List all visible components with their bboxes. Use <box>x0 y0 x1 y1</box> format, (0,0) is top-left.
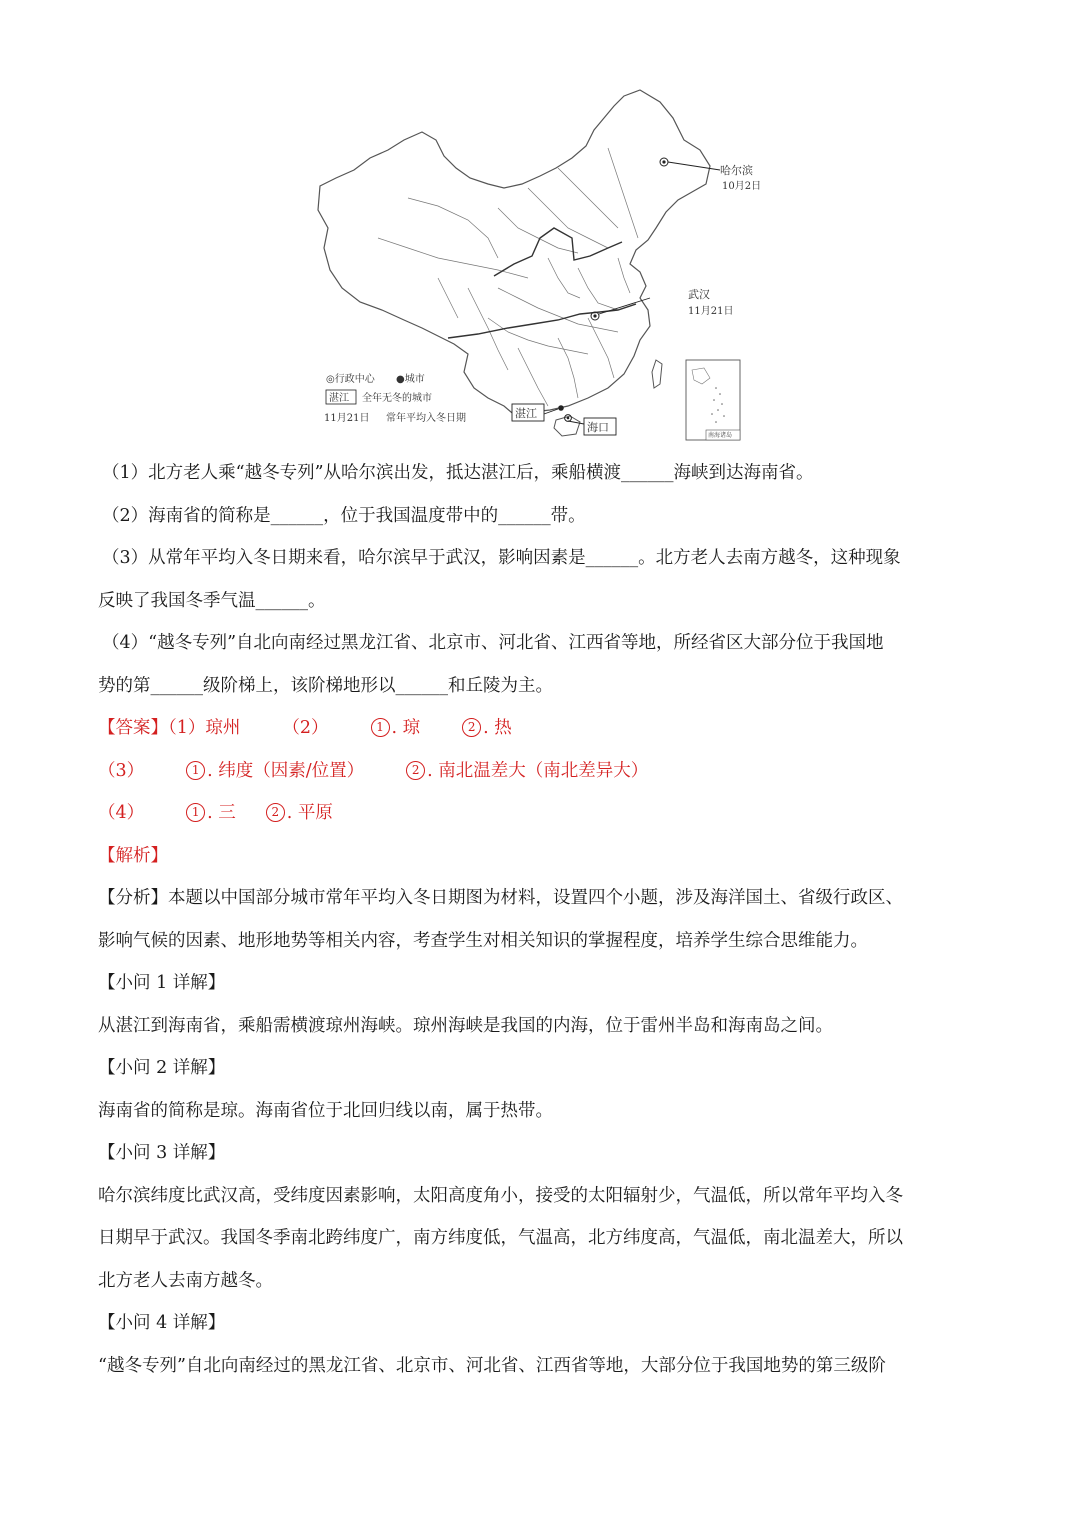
answer-4-1: . 三 <box>207 803 236 823</box>
china-map-figure <box>318 88 762 443</box>
document-body <box>98 452 988 1387</box>
answer-3-num: （3） <box>98 760 145 781</box>
legend-admin: ◎行政中心 <box>326 374 375 385</box>
country-outline <box>318 90 710 418</box>
legend-date-example: 11月21日 <box>324 413 370 424</box>
answer-2-num: （2） <box>282 718 329 738</box>
sub-question-1-title: 【小问 1 详解】 <box>98 973 226 993</box>
sub-question-4-title: 【小问 4 详解】 <box>98 1313 226 1333</box>
hainan-island <box>554 416 580 436</box>
analysis-label: 【解析】 <box>98 845 168 866</box>
answer-1: （1）琼州 <box>168 718 241 738</box>
answer-line-2 <box>98 750 988 793</box>
question-1: （1）北方老人乘“越冬专列”从哈尔滨出发，抵达湛江后，乘船横渡______海峡到达海南省。 <box>102 463 814 483</box>
zhanjiang-label: 湛江 <box>515 407 537 420</box>
circle-mark: 1 <box>371 718 390 737</box>
sub-question-3-text-line-3: 北方老人去南方越冬。 <box>98 1270 273 1291</box>
map-legend <box>324 372 466 424</box>
harbin-label: 哈尔滨 <box>720 164 753 177</box>
question-2: （2）海南省的简称是______，位于我国温度带中的______带。 <box>102 505 586 526</box>
harbin-date: 10月2日 <box>722 181 762 192</box>
question-3-line-2: 反映了我国冬季气温______。 <box>98 590 326 611</box>
answer-label: 【答案】 <box>98 718 168 738</box>
river-yangtze <box>448 304 636 338</box>
inset-label: 南海诸岛 <box>708 432 733 439</box>
answer-3-1: . 纬度（因素/位置） <box>207 760 365 781</box>
wuhan-date: 11月21日 <box>688 306 734 317</box>
legend-city: ●城市 <box>396 374 425 385</box>
analysis-summary-line-2: 影响气候的因素、地形地势等相关内容，考查学生对相关知识的掌握程度，培养学生综合思维能力。 <box>98 930 868 951</box>
sub-question-3-title: 【小问 3 详解】 <box>98 1143 226 1163</box>
circle-mark: 2 <box>462 718 481 737</box>
sub-question-2-title: 【小问 2 详解】 <box>98 1058 226 1078</box>
answer-2-2: . 热 <box>483 718 512 738</box>
question-3-line-1: （3）从常年平均入冬日期来看，哈尔滨早于武汉，影响因素是______。北方老人去南方越冬，这种现象 <box>102 548 901 568</box>
answer-2-1: . 琼 <box>391 718 421 738</box>
china-map-svg <box>318 88 762 443</box>
legend-box-desc: 全年无冬的城市 <box>362 393 432 404</box>
sub-question-1-text: 从湛江到海南省，乘船需横渡琼州海峡。琼州海峡是我国的内海，位于雷州半岛和海南岛之间。 <box>98 1015 833 1036</box>
question-4-line-1: （4）“越冬专列”自北向南经过黑龙江省、北京市、河北省、江西省等地，所经省区大部分位于我国地 <box>102 633 884 653</box>
haikou-label: 海口 <box>587 421 609 434</box>
circle-mark: 2 <box>266 803 285 822</box>
zhanjiang-marker <box>558 405 564 411</box>
taiwan-island <box>652 360 662 388</box>
answer-line-3 <box>98 792 988 835</box>
circle-mark: 1 <box>186 761 205 780</box>
answer-4-num: （4） <box>98 803 145 823</box>
question-4-line-2: 势的第______级阶梯上，该阶梯地形以______和丘陵为主。 <box>98 675 553 696</box>
legend-box-label: 湛江 <box>329 393 349 404</box>
analysis-summary-line-1: 【分析】本题以中国部分城市常年平均入冬日期图为材料，设置四个小题，涉及海洋国土、省级行政区、 <box>98 888 903 908</box>
sub-question-3-text-line-1: 哈尔滨纬度比武汉高，受纬度因素影响，太阳高度角小，接受的太阳辐射少，气温低，所以常年平均入冬 <box>98 1185 903 1206</box>
river-yellow <box>494 228 622 276</box>
wuhan-label: 武汉 <box>688 288 710 301</box>
answer-4-2: . 平原 <box>286 803 333 823</box>
answer-line-1 <box>98 707 988 750</box>
sub-question-2-text: 海南省的简称是琼。海南省位于北回归线以南，属于热带。 <box>98 1100 553 1121</box>
circle-mark: 2 <box>406 761 425 780</box>
south-sea-inset <box>686 360 740 440</box>
circle-mark: 1 <box>186 803 205 822</box>
sub-question-4-text: “越冬专列”自北向南经过的黑龙江省、北京市、河北省、江西省等地，大部分位于我国地势的第三级阶 <box>98 1355 886 1376</box>
legend-date-desc: 常年平均入冬日期 <box>386 413 466 424</box>
answer-3-2: . 南北温差大（南北差异大） <box>427 760 649 781</box>
sub-question-3-text-line-2: 日期早于武汉。我国冬季南北跨纬度广，南方纬度低，气温高，北方纬度高，气温低，南北温差大，所以 <box>98 1228 903 1248</box>
